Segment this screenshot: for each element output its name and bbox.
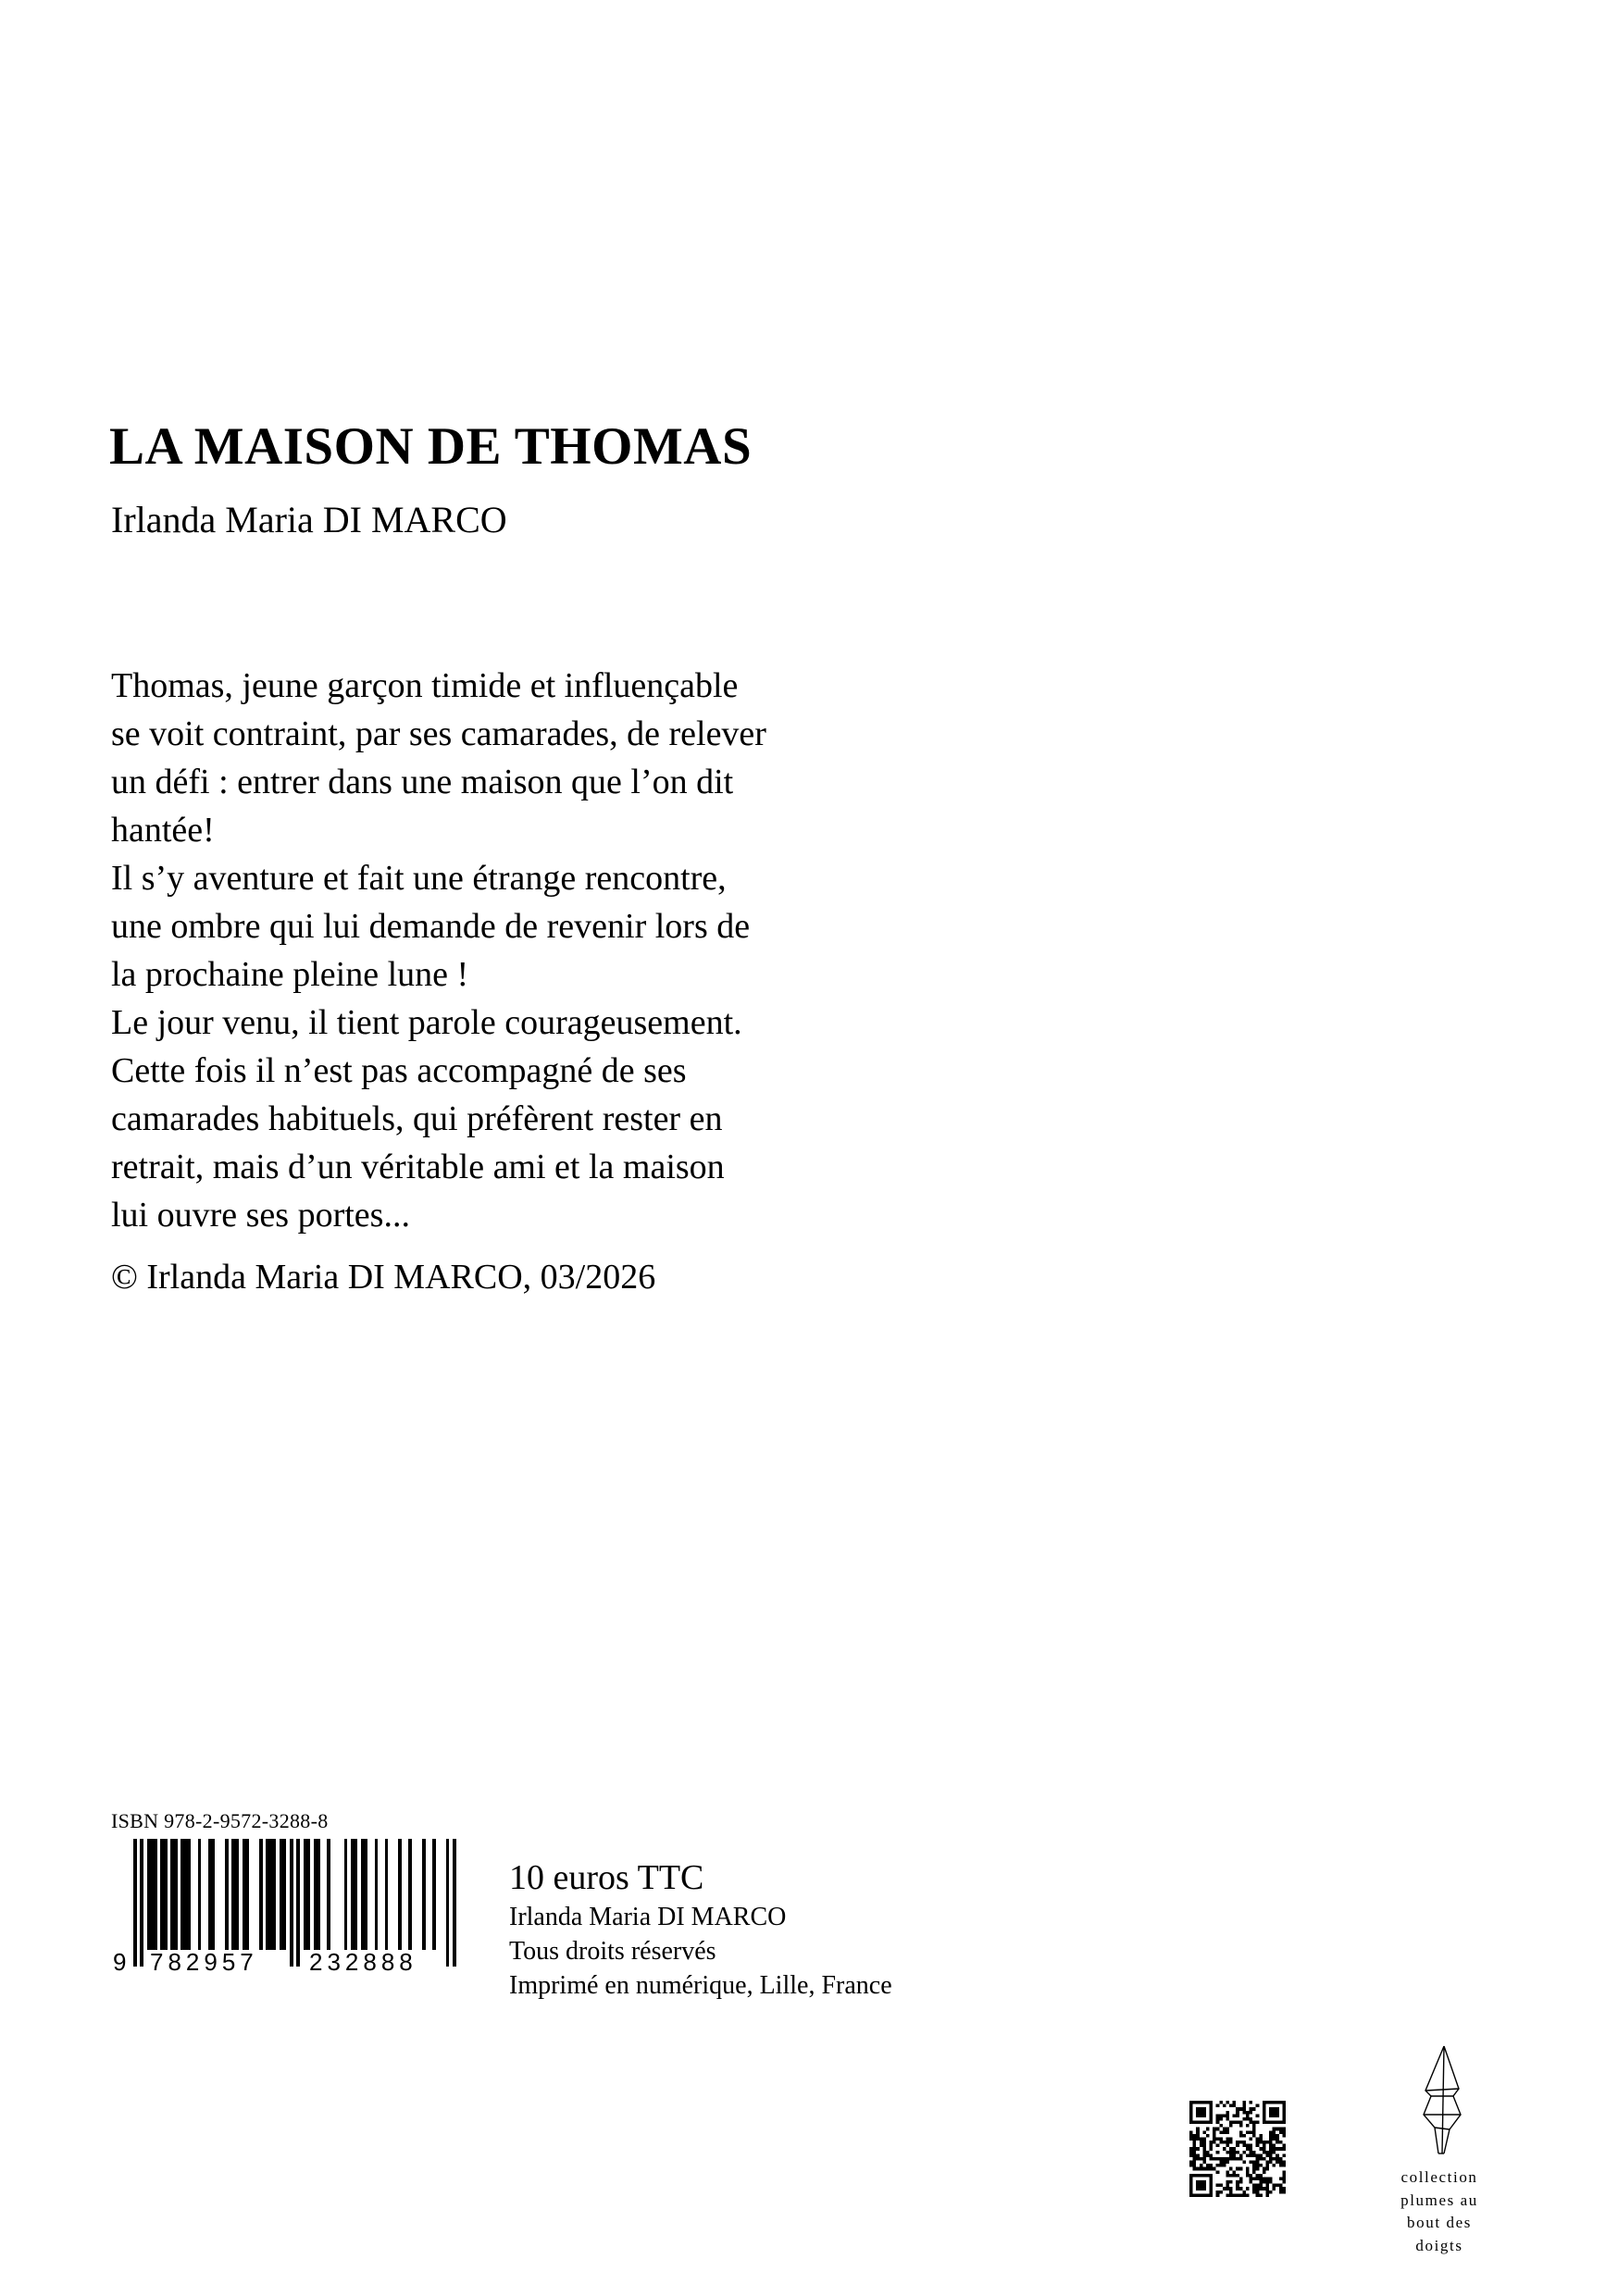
blurb-text xyxy=(111,662,1213,1239)
collection-text xyxy=(1370,2166,1509,2258)
blurb-line: lui ouvre ses portes... xyxy=(111,1196,410,1235)
imprint-line: Imprimé en numérique, Lille, France xyxy=(509,1970,892,2000)
qr-code-icon xyxy=(1189,2101,1286,2197)
isbn-label: ISBN 978-2-9572-3288-8 xyxy=(111,1809,329,1832)
collection-line: plumes au xyxy=(1400,2191,1478,2209)
imprint-line: Tous droits réservés xyxy=(509,1936,716,1966)
collection-line: doigts xyxy=(1415,2236,1463,2254)
blurb-line: une ombre qui lui demande de revenir lors de xyxy=(111,907,751,946)
blurb-line: Le jour venu, il tient parole courageusement. xyxy=(111,1003,742,1042)
imprint-line: Irlanda Maria DI MARCO xyxy=(509,1902,787,1931)
blurb-line: camarades habituels, qui préfèrent rester en xyxy=(111,1099,723,1138)
barcode-group-2: 232888 xyxy=(309,1948,417,1976)
feather-quill-icon xyxy=(1407,2042,1472,2161)
price-label: 10 euros TTC xyxy=(509,1858,704,1897)
blurb-line: la prochaine pleine lune ! xyxy=(111,955,469,994)
author-name: Irlanda Maria DI MARCO xyxy=(111,499,507,540)
copyright-notice: © Irlanda Maria DI MARCO, 03/2026 xyxy=(111,1258,656,1297)
blurb-line: Thomas, jeune garçon timide et influençable xyxy=(111,666,739,705)
blurb-line: Il s’y aventure et fait une étrange rencontre, xyxy=(111,859,727,898)
blurb-line: retrait, mais d’un véritable ami et la maison xyxy=(111,1148,725,1186)
imprint-block xyxy=(509,1858,892,2004)
blurb-line: Cette fois il n’est pas accompagné de ses xyxy=(111,1051,687,1090)
isbn-block xyxy=(102,1809,472,1976)
qr-code[interactable] xyxy=(1189,2101,1286,2197)
barcode-bars xyxy=(133,1839,457,1950)
barcode-ean13 xyxy=(113,1839,469,1976)
feather-icon xyxy=(1370,2041,1509,2161)
collection-line: bout des xyxy=(1407,2214,1472,2232)
page-title: LA MAISON DE THOMAS xyxy=(109,417,753,477)
blurb-line: hantée! xyxy=(111,811,215,850)
barcode-group-1: 782957 xyxy=(150,1948,258,1976)
collection-logo xyxy=(1370,2041,1509,2258)
blurb-line: se voit contraint, par ses camarades, de relever xyxy=(111,714,766,753)
barcode-lead-digit: 9 xyxy=(113,1948,129,1976)
collection-line: collection xyxy=(1400,2168,1478,2186)
blurb-line: un défi : entrer dans une maison que l’on dit xyxy=(111,763,734,801)
